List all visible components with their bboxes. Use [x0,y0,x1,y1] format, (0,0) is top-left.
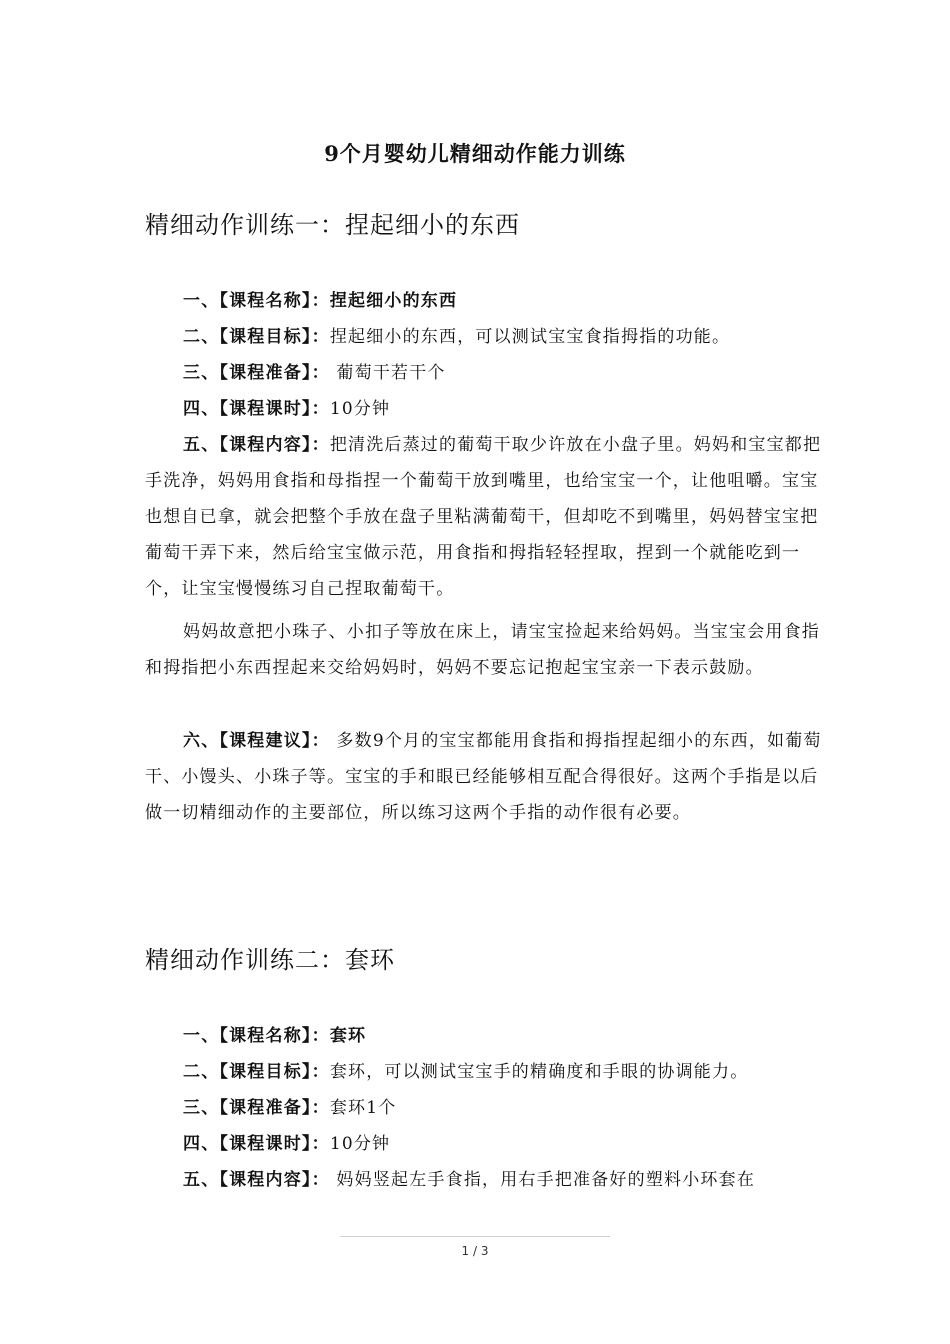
s1-course-content-value: 把清洗后蒸过的葡萄干取少许放在小盘子里。妈妈和宝宝都把手洗净，妈妈用食指和母指捏一个葡萄干放到嘴里，也给宝宝一个，让他咀嚼。宝宝也想自已拿，就会把整个手放在盘子里粘满葡萄干，但却吃不到嘴里，妈妈替宝宝把葡萄干弄下来，然后给宝宝做示范，用食指和拇指轻轻捏取，捏到一个就能吃到一个，让宝宝慢慢练习自己捏取葡萄干。 [145,435,822,599]
s2-course-duration-value: 10分钟 [329,1134,391,1154]
s2-course-prep-label: 三、【课程准备】： [183,1098,330,1118]
s2-course-content-label: 五、【课程内容】： [183,1170,330,1190]
s1-course-name [145,283,825,319]
s1-course-name-value: 捏起细小的东西 [329,291,458,311]
s1-course-duration-value: 10分钟 [329,399,391,419]
s2-course-duration-label: 四、【课程课时】： [183,1134,330,1154]
s1-course-content-label: 五、【课程内容】： [183,435,330,455]
page-title: 9个月婴幼儿精细动作能力训练 [324,141,626,166]
s2-course-goal [145,1054,825,1090]
s2-course-goal-value: 套环，可以测试宝宝手的精确度和手眼的协调能力。 [329,1062,749,1082]
s2-course-duration [145,1126,825,1162]
s2-course-prep-value: 套环1个 [329,1098,397,1118]
s1-course-content [145,427,825,607]
s1-course-goal-label: 二、【课程目标】： [183,327,330,347]
s2-course-content-value: 妈妈竖起左手食指，用右手把准备好的塑料小环套在 [329,1170,756,1190]
s2-course-name-label: 一、【课程名称】： [183,1026,330,1046]
s1-extra-paragraph: 妈妈故意把小珠子、小扣子等放在床上，请宝宝捡起来给妈妈。当宝宝会用食指和拇指把小东西捏起来交给妈妈时，妈妈不要忘记抱起宝宝亲一下表示鼓励。 [145,622,820,678]
s1-course-prep [145,355,825,391]
s1-course-prep-label: 三、【课程准备】： [183,363,330,383]
s1-course-suggestion-value: 多数9个月的宝宝都能用食指和拇指捏起细小的东西，如葡萄干、小馒头、小珠子等。宝宝的手和眼已经能够相互配合得很好。这两个手指是以后做一切精细动作的主要部位，所以练习这两个手指的动作很有必要。 [145,731,822,823]
section-heading-1: 精细动作训练一：捏起细小的东西 [145,211,520,239]
s2-course-name-value: 套环 [329,1026,367,1046]
s1-course-goal [145,319,825,355]
footer-divider [340,1236,610,1237]
s2-course-name [145,1018,825,1054]
s1-course-goal-value: 捏起细小的东西，可以测试宝宝食指拇指的功能。 [329,327,731,347]
s1-course-suggestion-label: 六、【课程建议】： [183,731,330,751]
s2-course-prep [145,1090,825,1126]
s1-course-suggestion [145,723,825,831]
s1-course-duration-label: 四、【课程课时】： [183,399,330,419]
s2-course-goal-label: 二、【课程目标】： [183,1062,330,1082]
s1-course-prep-value: 葡萄干若干个 [329,363,446,383]
section-heading-2: 精细动作训练二：套环 [145,946,395,974]
s2-course-content [145,1162,825,1198]
s1-course-duration [145,391,825,427]
page-number: 1 / 3 [461,1244,489,1258]
s1-course-name-label: 一、【课程名称】： [183,291,330,311]
